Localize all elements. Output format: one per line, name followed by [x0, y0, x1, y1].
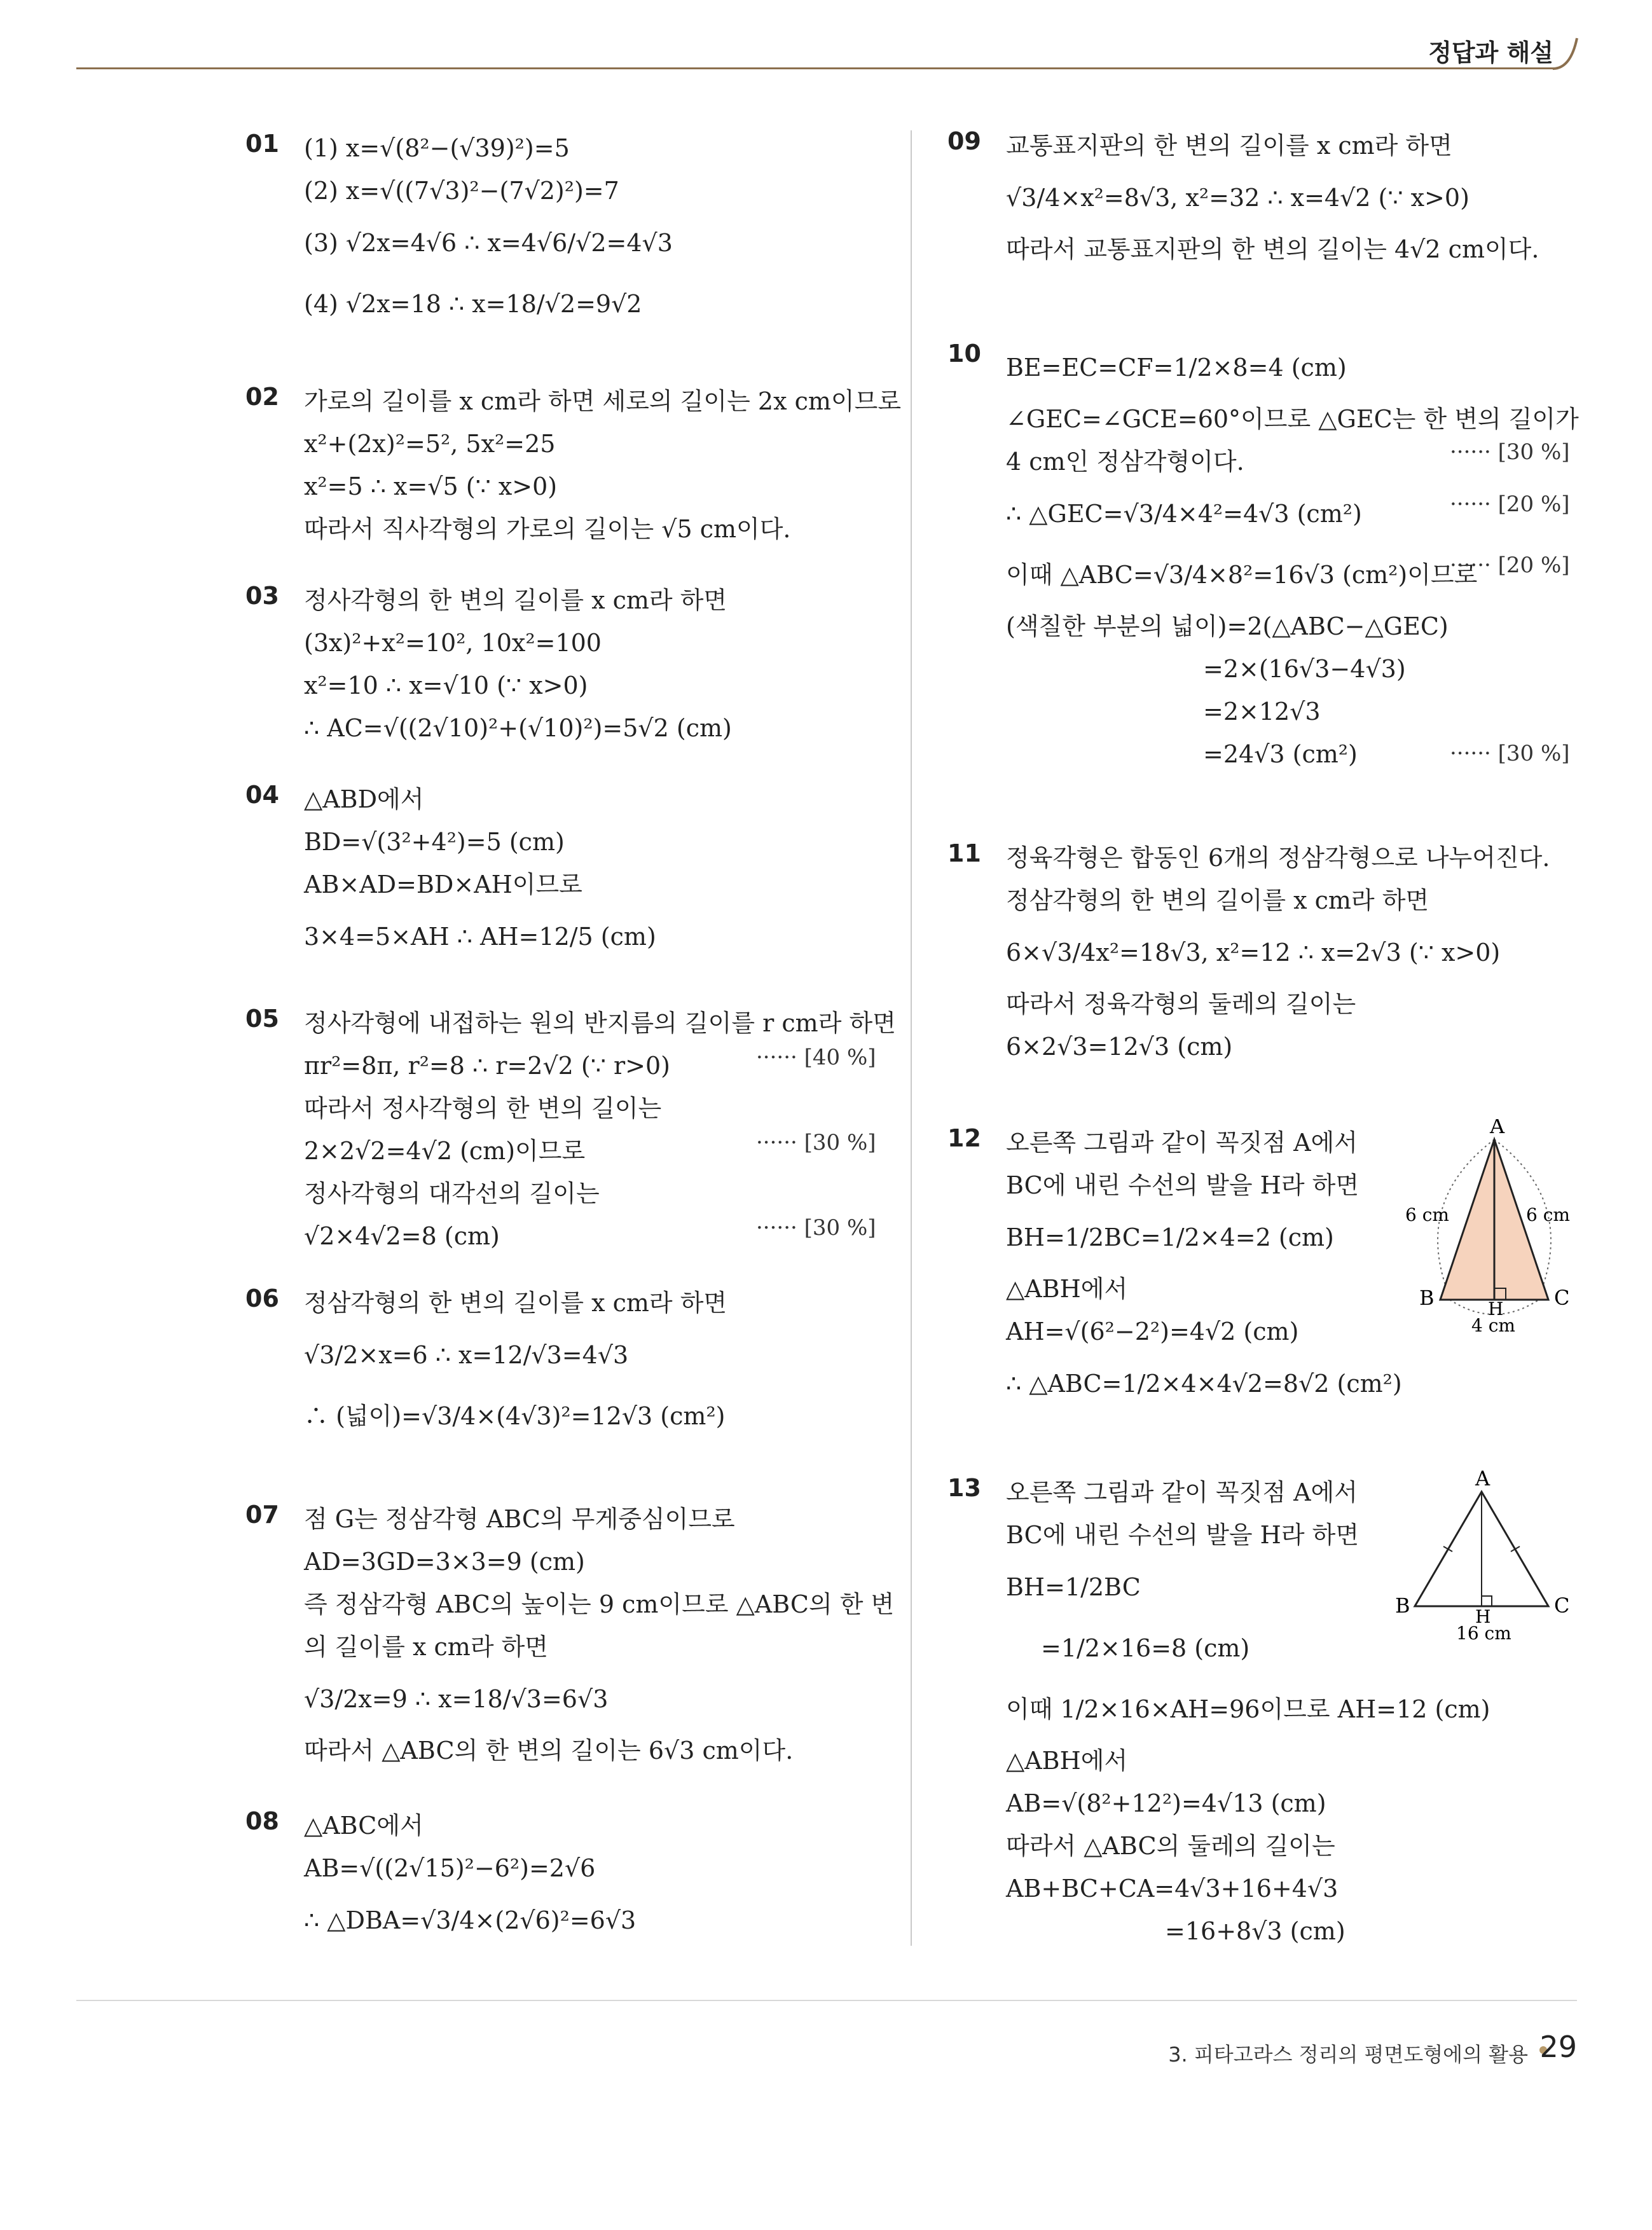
- problem-number: 06: [245, 1284, 279, 1312]
- base-label: 4 cm: [1471, 1315, 1515, 1335]
- solution-line: πr²=8π, r²=8 ∴ r=2√2 (∵ r>0): [304, 1052, 671, 1080]
- solution-line: 이때 △ABC=√3/4×8²=16√3 (cm²)이므로: [1006, 561, 1478, 589]
- solution-line: 따라서 교통표지판의 한 변의 길이는 4√2 cm이다.: [1006, 235, 1539, 263]
- score-note: ······ [30 %]: [756, 1215, 876, 1241]
- solution-line: √2×4√2=8 (cm): [304, 1222, 500, 1250]
- problem-number: 13: [947, 1474, 981, 1502]
- vertex-label-c: C: [1554, 1286, 1570, 1310]
- solution-line: =2×12√3: [1203, 698, 1321, 726]
- vertex-label-a: A: [1490, 1119, 1505, 1138]
- solution-line: (3) √2x=4√6 ∴ x=4√6/√2=4√3: [304, 229, 673, 257]
- solution-line: 정삼각형의 한 변의 길이를 x cm라 하면: [1006, 886, 1429, 914]
- solution-line: 정사각형의 한 변의 길이를 x cm라 하면: [304, 586, 727, 614]
- solution-line: √3/2x=9 ∴ x=18/√3=6√3: [304, 1685, 609, 1713]
- solution-line: 따라서 직사각형의 가로의 길이는 √5 cm이다.: [304, 515, 791, 543]
- solution-line: 정사각형의 대각선의 길이는: [304, 1180, 600, 1208]
- solution-line: △ABH에서: [1006, 1747, 1128, 1775]
- solution-line: =2×(16√3−4√3): [1203, 655, 1406, 683]
- solution-line: AB=√((2√15)²−6²)=2√6: [304, 1854, 596, 1882]
- solution-line: 오른쪽 그림과 같이 꼭짓점 A에서: [1006, 1129, 1358, 1157]
- solution-line: △ABC에서: [304, 1812, 423, 1840]
- solution-line: =1/2×16=8 (cm): [1041, 1634, 1250, 1662]
- problem-number: 10: [947, 340, 981, 368]
- solution-line: AH=√(6²−2²)=4√2 (cm): [1006, 1318, 1299, 1346]
- side-label-right: 6 cm: [1526, 1204, 1570, 1225]
- header-rule: [76, 67, 1558, 69]
- solution-line: 점 G는 정삼각형 ABC의 무게중심이므로: [304, 1505, 735, 1533]
- score-note: ······ [30 %]: [1450, 741, 1570, 766]
- problem-number: 03: [245, 582, 279, 610]
- vertex-label-b: B: [1419, 1286, 1435, 1310]
- problem-number: 11: [947, 839, 981, 867]
- solution-line: BD=√(3²+4²)=5 (cm): [304, 828, 565, 856]
- solution-line: BH=1/2BC=1/2×4=2 (cm): [1006, 1223, 1334, 1251]
- problem-number: 04: [245, 781, 279, 809]
- solution-line: (4) √2x=18 ∴ x=18/√2=9√2: [304, 290, 642, 318]
- solution-line: √3/2×x=6 ∴ x=12/√3=4√3: [304, 1341, 629, 1369]
- solution-line: 따라서 △ABC의 둘레의 길이는: [1006, 1832, 1335, 1860]
- solution-line: BH=1/2BC: [1006, 1573, 1141, 1601]
- score-note: ······ [20 %]: [1450, 492, 1570, 517]
- solution-line: ∴ AC=√((2√10)²+(√10)²)=5√2 (cm): [304, 714, 732, 742]
- problem-number: 08: [245, 1807, 279, 1835]
- solution-line: 오른쪽 그림과 같이 꼭짓점 A에서: [1006, 1478, 1358, 1506]
- solution-line: AB×AD=BD×AH이므로: [304, 871, 582, 898]
- solution-line: 의 길이를 x cm라 하면: [304, 1633, 549, 1661]
- solution-line: 4 cm인 정삼각형이다.: [1006, 448, 1244, 476]
- solution-line: 정사각형에 내접하는 원의 반지름의 길이를 r cm라 하면: [304, 1009, 896, 1037]
- solution-line: BE=EC=CF=1/2×8=4 (cm): [1006, 354, 1347, 382]
- solution-line: x²+(2x)²=5², 5x²=25: [304, 430, 556, 458]
- vertex-label-b: B: [1395, 1593, 1410, 1618]
- problem-number: 02: [245, 383, 279, 411]
- solution-line: 6×√3/4x²=18√3, x²=12 ∴ x=2√3 (∵ x>0): [1006, 939, 1501, 967]
- solution-line: BC에 내린 수선의 발을 H라 하면: [1006, 1521, 1359, 1549]
- solution-line: 정삼각형의 한 변의 길이를 x cm라 하면: [304, 1289, 727, 1317]
- solution-line: 이때 1/2×16×AH=96이므로 AH=12 (cm): [1006, 1695, 1490, 1723]
- solution-line: 즉 정삼각형 ABC의 높이는 9 cm이므로 △ABC의 한 변: [304, 1590, 895, 1618]
- solution-line: =16+8√3 (cm): [1165, 1917, 1346, 1945]
- problem-number: 12: [947, 1124, 981, 1152]
- foot-label-h: H: [1475, 1606, 1491, 1627]
- solution-line: 교통표지판의 한 변의 길이를 x cm라 하면: [1006, 132, 1452, 160]
- problem-number: 05: [245, 1005, 279, 1033]
- score-note: ······ [20 %]: [1450, 553, 1570, 578]
- page-number: 29: [1539, 2030, 1577, 2064]
- header-title: 정답과 해설: [1428, 39, 1553, 67]
- solution-line: (2) x=√((7√3)²−(7√2)²)=7: [304, 177, 619, 205]
- figure-isosceles-triangle-13: [1393, 1466, 1583, 1657]
- solution-line: 가로의 길이를 x cm라 하면 세로의 길이는 2x cm이므로: [304, 387, 902, 415]
- solution-line: 6×2√3=12√3 (cm): [1006, 1033, 1233, 1061]
- solution-line: AD=3GD=3×3=9 (cm): [304, 1548, 585, 1576]
- base-label: 16 cm: [1456, 1623, 1511, 1644]
- solution-line: AB=√(8²+12²)=4√13 (cm): [1006, 1789, 1326, 1817]
- solution-line: △ABH에서: [1006, 1275, 1128, 1303]
- score-note: ······ [30 %]: [1450, 439, 1570, 465]
- solution-line: ∠GEC=∠GCE=60°이므로 △GEC는 한 변의 길이가: [1006, 405, 1579, 433]
- vertex-label-a: A: [1475, 1466, 1490, 1490]
- solution-line: BC에 내린 수선의 발을 H라 하면: [1006, 1171, 1359, 1199]
- solution-line: 3×4=5×AH ∴ AH=12/5 (cm): [304, 923, 656, 951]
- solution-line: =24√3 (cm²): [1203, 740, 1358, 768]
- solution-line: 따라서 정육각형의 둘레의 길이는: [1006, 990, 1356, 1018]
- solution-line: 따라서 △ABC의 한 변의 길이는 6√3 cm이다.: [304, 1737, 794, 1765]
- figure-isosceles-triangle-12: [1405, 1119, 1590, 1335]
- solution-line: (1) x=√(8²−(√39)²)=5: [304, 134, 570, 162]
- score-note: ······ [30 %]: [756, 1130, 876, 1155]
- problem-number: 01: [245, 130, 279, 158]
- solution-line: x²=10 ∴ x=√10 (∵ x>0): [304, 671, 588, 699]
- side-label-left: 6 cm: [1405, 1204, 1449, 1225]
- foot-label-h: H: [1488, 1298, 1504, 1319]
- score-note: ······ [40 %]: [756, 1045, 876, 1070]
- solution-line: (3x)²+x²=10², 10x²=100: [304, 629, 602, 657]
- solution-line: AB+BC+CA=4√3+16+4√3: [1006, 1875, 1339, 1903]
- solution-line: 정육각형은 합동인 6개의 정삼각형으로 나누어진다.: [1006, 844, 1550, 872]
- solution-line: ∴ △ABC=1/2×4×4√2=8√2 (cm²): [1006, 1370, 1402, 1398]
- solution-line: ∴ △DBA=√3/4×(2√6)²=6√3: [304, 1906, 637, 1934]
- solution-line: 2×2√2=4√2 (cm)이므로: [304, 1137, 586, 1165]
- problem-number: 09: [947, 127, 981, 155]
- solution-line: ∴ (넓이)=√3/4×(4√3)²=12√3 (cm²): [304, 1402, 726, 1430]
- problem-number: 07: [245, 1501, 279, 1529]
- footer-rule: [76, 2000, 1577, 2001]
- vertex-label-c: C: [1554, 1593, 1570, 1618]
- header-corner-curve: [1552, 37, 1583, 70]
- solution-line: (색칠한 부분의 넓이)=2(△ABC−△GEC): [1006, 612, 1449, 640]
- solution-line: √3/4×x²=8√3, x²=32 ∴ x=4√2 (∵ x>0): [1006, 184, 1470, 212]
- solution-line: △ABD에서: [304, 785, 424, 813]
- solution-line: ∴ △GEC=√3/4×4²=4√3 (cm²): [1006, 500, 1362, 528]
- solution-line: x²=5 ∴ x=√5 (∵ x>0): [304, 472, 558, 500]
- column-divider: [911, 130, 912, 1946]
- solution-line: 따라서 정사각형의 한 변의 길이는: [304, 1094, 662, 1122]
- footer-chapter: 3. 피타고라스 정리의 평면도형에의 활용: [1168, 2042, 1528, 2067]
